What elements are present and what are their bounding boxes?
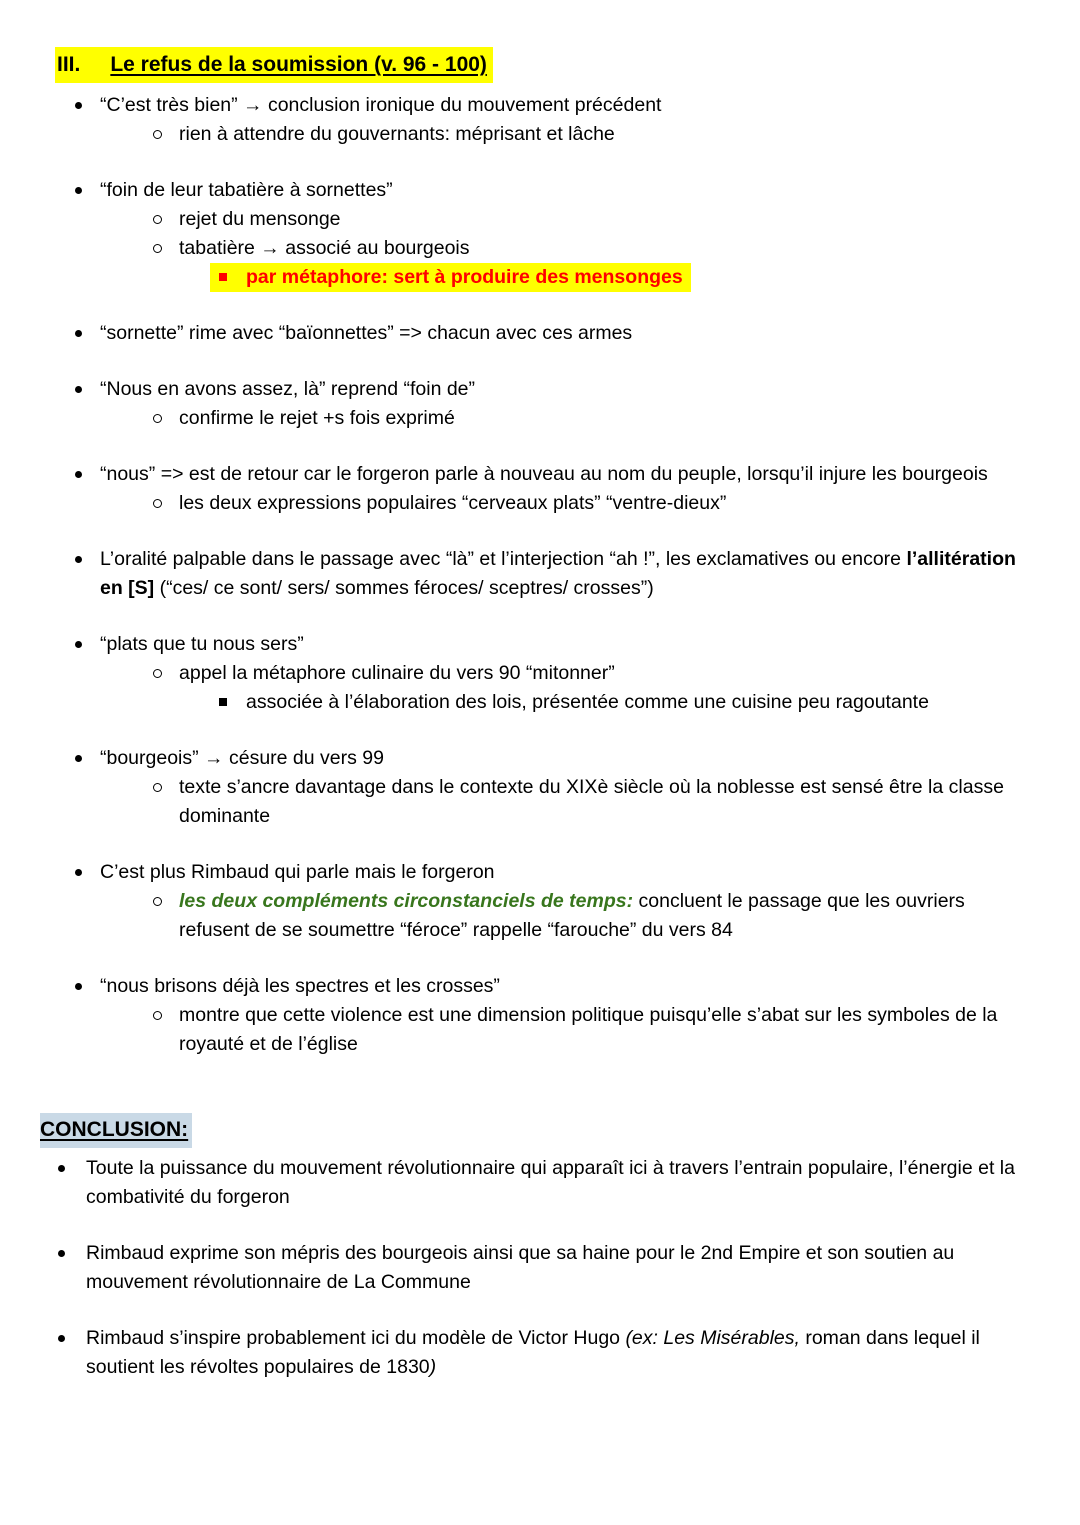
item-text: montre que cette violence est une dimension politique puisqu’elle s’abat sur les symboles de la royauté et de l’église [179, 1004, 998, 1055]
bullet-disc-icon [75, 641, 82, 648]
list-item [40, 688, 1020, 717]
bullet-circle-icon [153, 783, 162, 792]
item-text [179, 887, 1020, 945]
item-text: rejet du mensonge [179, 208, 341, 230]
item-text [100, 545, 1020, 603]
item-text: les deux expressions populaires “cerveaux plats” “ventre-dieux” [179, 492, 727, 514]
list-item [40, 659, 1020, 688]
item-text: “foin de leur tabatière à sornettes” [100, 179, 393, 201]
list-item [40, 460, 1020, 489]
item-text: confirme le rejet +s fois exprimé [179, 407, 455, 429]
list-item [40, 404, 1020, 433]
list-item [40, 176, 1020, 205]
item-text: associée à l’élaboration des lois, présentée comme une cuisine peu ragoutante [246, 691, 929, 713]
text-run-italic: (ex: Les Misérables, [625, 1327, 800, 1349]
bullet-disc-icon [75, 755, 82, 762]
bullet-disc-icon [75, 869, 82, 876]
text-run: roman dans lequel il soutient les révoltes populaires de 1830 [86, 1327, 980, 1378]
item-text: Rimbaud exprime son mépris des bourgeois ainsi que sa haine pour le 2nd Empire et son soutien au mouvement révolutionnaire de La Commune [86, 1242, 955, 1293]
bullet-circle-icon [153, 215, 162, 224]
list-item [40, 1324, 1020, 1382]
item-text: texte s’ancre davantage dans le contexte du XIXè siècle où la noblesse est sensé être la classe dominante [179, 776, 1004, 827]
item-text: “plats que tu nous sers” [100, 633, 304, 655]
item-text [86, 1324, 1020, 1382]
text-run-bold: l’allitération en [S] [100, 548, 1016, 599]
text-run: concluent le passage que les ouvriers refusent de se soumettre “féroce” rappelle “farouche” du vers 84 [179, 890, 965, 941]
list-item [40, 630, 1020, 659]
conclusion-heading [40, 1113, 1020, 1148]
text-run: Rimbaud s’inspire probablement ici du modèle de Victor Hugo [86, 1327, 626, 1349]
text-run-italic: ) [429, 1356, 437, 1378]
list-item [40, 773, 1020, 831]
bullet-circle-icon [153, 1011, 162, 1020]
list-item [40, 1001, 1020, 1059]
bullet-square-icon [219, 698, 227, 706]
item-text: “C’est très bien” → conclusion ironique du mouvement précédent [100, 94, 662, 116]
bullet-disc-icon [75, 471, 82, 478]
list-item [40, 545, 1020, 603]
list-item [40, 1154, 1020, 1212]
bullet-square-icon [219, 273, 227, 281]
item-text: rien à attendre du gouvernants: méprisant et lâche [179, 123, 615, 145]
section-heading-highlight [55, 47, 493, 83]
item-text: “nous brisons déjà les spectres et les crosses” [100, 975, 500, 997]
item-text: “nous” => est de retour car le forgeron parle à nouveau au nom du peuple, lorsqu’il injure les bourgeois [100, 463, 988, 485]
bullet-disc-icon [75, 386, 82, 393]
text-run: L’oralité palpable dans le passage avec “là” et l’interjection “ah !”, les exclamatives ou encore [100, 548, 907, 570]
item-text: tabatière → associé au bourgeois [179, 237, 470, 259]
list-item [40, 887, 1020, 945]
item-text: par métaphore: sert à produire des mensonges [246, 266, 683, 288]
bullet-disc-icon [75, 330, 82, 337]
bullet-disc-icon [75, 187, 82, 194]
bullet-circle-icon [153, 244, 162, 253]
section-title: Le refus de la soumission (v. 96 - 100) [110, 53, 487, 76]
item-text: appel la métaphore culinaire du vers 90 “mitonner” [179, 662, 615, 684]
bullet-disc-icon [58, 1165, 65, 1172]
bullet-circle-icon [153, 897, 162, 906]
list-item [40, 744, 1020, 773]
bullet-disc-icon [75, 102, 82, 109]
bullet-circle-icon [153, 130, 162, 139]
text-run-green: les deux compléments circonstanciels de temps: [179, 890, 634, 912]
list-item [40, 120, 1020, 149]
bullet-circle-icon [153, 414, 162, 423]
conclusion-title: CONCLUSION: [40, 1118, 189, 1141]
bullet-disc-icon [58, 1250, 65, 1257]
bullet-disc-icon [75, 983, 82, 990]
list-item [40, 91, 1020, 120]
item-text: “Nous en avons assez, là” reprend “foin de” [100, 378, 476, 400]
item-text: C’est plus Rimbaud qui parle mais le forgeron [100, 861, 495, 883]
list-item [40, 858, 1020, 887]
bullet-disc-icon [58, 1335, 65, 1342]
conclusion-heading-highlight [40, 1113, 192, 1148]
list-item [40, 319, 1020, 348]
text-run: (“ces/ ce sont/ sers/ sommes féroces/ sceptres/ crosses”) [154, 577, 654, 599]
item-text: “bourgeois” → césure du vers 99 [100, 747, 384, 769]
list-item [40, 234, 1020, 263]
conclusion-section [40, 1113, 1020, 1382]
bullet-circle-icon [153, 669, 162, 678]
section-heading [55, 47, 1020, 83]
section-number: III. [57, 53, 81, 76]
list-item [40, 1239, 1020, 1297]
list-item [40, 489, 1020, 518]
bullet-disc-icon [75, 556, 82, 563]
bullet-circle-icon [153, 499, 162, 508]
list-item [40, 375, 1020, 404]
list-item [40, 972, 1020, 1001]
yellow-highlight [210, 263, 691, 292]
item-text: Toute la puissance du mouvement révolutionnaire qui apparaît ici à travers l’entrain populaire, l’énergie et la combativité du forgeron [86, 1157, 1015, 1208]
item-text: “sornette” rime avec “baïonnettes” => chacun avec ces armes [100, 322, 633, 344]
list-item [40, 205, 1020, 234]
list-item-highlighted [40, 263, 1020, 292]
